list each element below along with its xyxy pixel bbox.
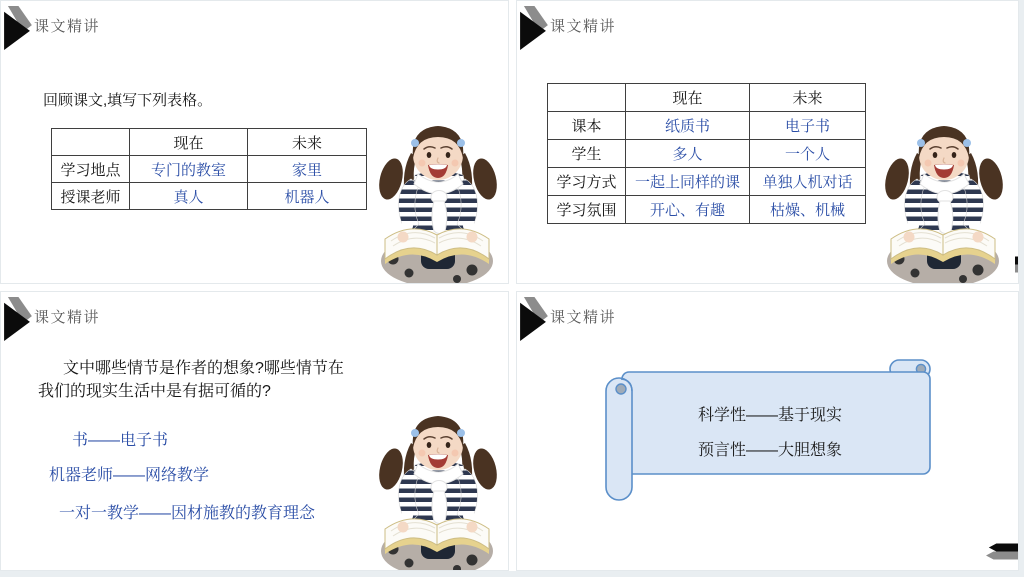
flag-arrow-icon [2, 6, 33, 50]
table-row [52, 156, 367, 183]
slide-title: 课文精讲 [34, 18, 101, 35]
answer-item: 书——电子书 [72, 432, 169, 449]
col-header-now: 现在 [130, 129, 248, 156]
col-header-future: 未来 [750, 84, 866, 112]
intro-text: 回顾课文,填写下列表格。 [43, 92, 213, 109]
table-row [548, 112, 866, 140]
compare-table [51, 128, 367, 210]
table-row [548, 140, 866, 168]
corner-cell [52, 129, 130, 156]
table-row [548, 196, 866, 224]
slide-1[interactable] [0, 0, 509, 284]
cell-now: 专门的教室 [130, 156, 248, 183]
slide-4[interactable] [516, 291, 1019, 571]
row-label: 授课老师 [52, 183, 130, 210]
cell-future: 单独人机对话 [750, 168, 866, 196]
row-label: 课本 [548, 112, 626, 140]
slide-3[interactable] [0, 291, 509, 571]
scroll-line: 科学性——基于现实 [697, 407, 842, 424]
scroll-banner-shape [602, 358, 938, 502]
answer-item: 一对一教学——因材施教的教育理念 [59, 505, 316, 522]
girl-reading-photo [873, 113, 1017, 284]
row-label: 学习地点 [52, 156, 130, 183]
slide-title: 课文精讲 [34, 309, 101, 326]
slide-title: 课文精讲 [550, 309, 617, 326]
corner-cell [548, 84, 626, 112]
cell-future: 电子书 [750, 112, 866, 140]
cell-now: 纸质书 [626, 112, 750, 140]
question-line-2: 我们的现实生活中是有据可循的? [38, 383, 271, 400]
flag-arrow-icon [518, 6, 549, 50]
cell-now: 多人 [626, 140, 750, 168]
slide-title: 课文精讲 [550, 18, 617, 35]
scroll-line: 预言性——大胆想象 [697, 442, 842, 459]
question-text [38, 357, 388, 403]
col-header-now: 现在 [626, 84, 750, 112]
flag-arrow-icon [2, 297, 33, 341]
table-header-row [52, 129, 367, 156]
row-label: 学习方式 [548, 168, 626, 196]
page-edge-bottom [0, 571, 1024, 577]
cell-now: 真人 [130, 183, 248, 210]
cell-future: 一个人 [750, 140, 866, 168]
table-header-row [548, 84, 866, 112]
question-line-1: 文中哪些情节是作者的想象?哪些情节在 [63, 360, 344, 377]
col-header-future: 未来 [248, 129, 367, 156]
girl-reading-photo [369, 403, 509, 571]
page-edge-right [1019, 0, 1024, 577]
table-row [548, 168, 866, 196]
answer-item: 机器老师——网络教学 [49, 467, 210, 484]
corner-ribbon-icon [986, 543, 1018, 560]
cell-future: 枯燥、机械 [750, 196, 866, 224]
cell-now: 开心、有趣 [626, 196, 750, 224]
row-label: 学习氛围 [548, 196, 626, 224]
cell-now: 一起上同样的课 [626, 168, 750, 196]
flag-arrow-icon [518, 297, 549, 341]
table-row [52, 183, 367, 210]
cell-future: 机器人 [248, 183, 367, 210]
cell-future: 家里 [248, 156, 367, 183]
slide-2[interactable] [516, 0, 1019, 284]
compare-table [547, 83, 866, 224]
row-label: 学生 [548, 140, 626, 168]
girl-reading-photo [369, 113, 509, 284]
